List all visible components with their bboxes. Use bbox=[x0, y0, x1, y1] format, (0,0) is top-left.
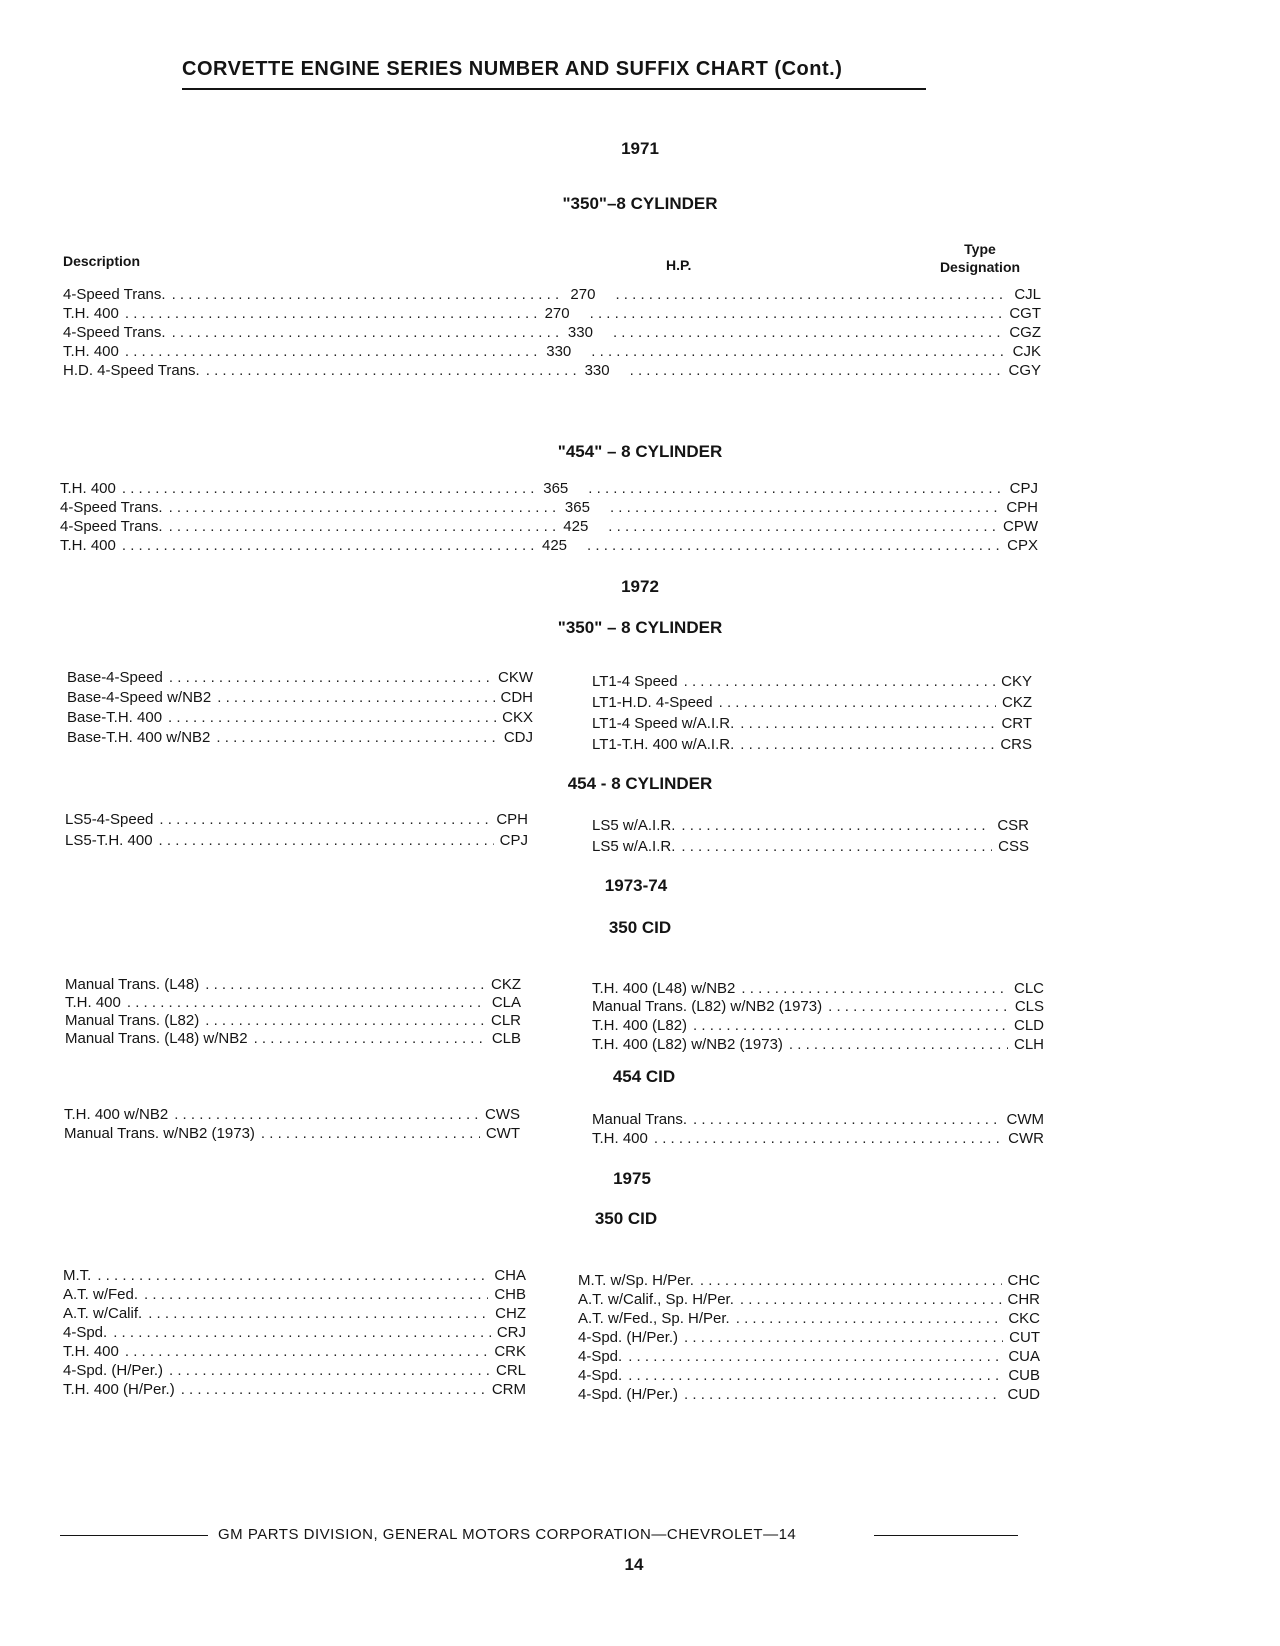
dot-leader bbox=[168, 709, 496, 727]
table-row bbox=[60, 499, 1038, 517]
column-header-designation: Designation bbox=[939, 259, 1021, 275]
dot-leader bbox=[736, 1310, 1003, 1328]
row-hp: 365 bbox=[543, 480, 569, 497]
row-hp: 425 bbox=[563, 518, 589, 535]
dot-leader bbox=[740, 715, 995, 733]
table-row bbox=[60, 480, 1038, 498]
year-1973-74-heading: 1973-74 bbox=[604, 876, 668, 895]
row-hp: 425 bbox=[542, 537, 568, 554]
row-type-code: CRL bbox=[495, 1362, 526, 1379]
dot-leader bbox=[700, 1272, 1002, 1290]
row-type-code: CPH bbox=[496, 811, 528, 828]
table-row bbox=[578, 1291, 1040, 1309]
row-type-code: CRK bbox=[494, 1343, 526, 1360]
row-description: Manual Trans. (L82) bbox=[65, 1012, 200, 1029]
row-type-code: CRS bbox=[1000, 736, 1032, 753]
row-description: A.T. w/Calif. bbox=[63, 1305, 143, 1322]
row-type-code: CUA bbox=[1008, 1348, 1040, 1365]
section-1972-454-heading: 454 - 8 CYLINDER bbox=[567, 774, 713, 793]
row-description: T.H. 400 bbox=[63, 343, 119, 360]
row-type-code: CLH bbox=[1013, 1036, 1044, 1053]
table-row bbox=[60, 537, 1038, 555]
table-row bbox=[67, 689, 533, 707]
row-description: 4-Speed Trans. bbox=[63, 286, 166, 303]
dot-leader bbox=[654, 1130, 1002, 1148]
row-description: A.T. w/Calif., Sp. H/Per. bbox=[578, 1291, 734, 1308]
column-header-description: Description bbox=[63, 253, 141, 269]
row-description: T.H. 400 (H/Per.) bbox=[63, 1381, 175, 1398]
section-1975-350-heading: 350 CID bbox=[594, 1209, 658, 1228]
table-row bbox=[592, 694, 1032, 712]
dot-leader bbox=[113, 1324, 491, 1342]
dot-leader bbox=[681, 838, 992, 856]
row-type-code: CRT bbox=[1001, 715, 1032, 732]
section-1973-350-heading: 350 CID bbox=[608, 918, 672, 937]
table-row bbox=[592, 817, 1029, 835]
dot-leader bbox=[610, 499, 1000, 517]
row-type-code: CLA bbox=[491, 994, 521, 1011]
row-hp: 330 bbox=[584, 362, 610, 379]
dot-leader bbox=[590, 305, 1004, 323]
dot-leader bbox=[122, 480, 537, 498]
row-type-code: CKZ bbox=[1002, 694, 1032, 711]
row-description: T.H. 400 bbox=[63, 305, 119, 322]
table-row bbox=[63, 1381, 526, 1399]
row-description: 4-Spd. (H/Per.) bbox=[578, 1386, 679, 1403]
row-description: 4-Speed Trans. bbox=[60, 518, 163, 535]
dot-leader bbox=[148, 1305, 489, 1323]
row-description: Manual Trans. (L48) w/NB2 bbox=[65, 1030, 248, 1047]
table-row bbox=[592, 838, 1029, 856]
table-row bbox=[592, 715, 1032, 733]
column-header-type: Type bbox=[964, 241, 996, 257]
row-description: 4-Speed Trans. bbox=[63, 324, 166, 341]
row-description: LS5 w/A.I.R. bbox=[592, 838, 676, 855]
row-description: T.H. 400 (L82) w/NB2 (1973) bbox=[592, 1036, 783, 1053]
row-type-code: CPW bbox=[1003, 518, 1038, 535]
row-type-code: CHA bbox=[494, 1267, 526, 1284]
dot-leader bbox=[615, 286, 1008, 304]
dot-leader bbox=[172, 286, 565, 304]
dot-leader bbox=[254, 1030, 486, 1048]
row-description: Base-T.H. 400 w/NB2 bbox=[67, 729, 211, 746]
row-type-code: CKZ bbox=[491, 976, 521, 993]
dot-leader bbox=[127, 994, 486, 1012]
table-row bbox=[63, 1324, 526, 1342]
dot-leader bbox=[693, 1111, 1000, 1129]
dot-leader bbox=[125, 305, 539, 323]
dot-leader bbox=[588, 480, 1003, 498]
row-type-code: CSR bbox=[997, 817, 1029, 834]
row-description: LT1-H.D. 4-Speed bbox=[592, 694, 713, 711]
table-row bbox=[63, 362, 1041, 380]
dot-leader bbox=[169, 518, 558, 536]
table-row bbox=[64, 1125, 520, 1143]
dot-leader bbox=[159, 811, 490, 829]
row-type-code: CPJ bbox=[1009, 480, 1038, 497]
row-description: 4-Spd. (H/Per.) bbox=[578, 1329, 679, 1346]
row-hp: 270 bbox=[570, 286, 596, 303]
table-row bbox=[65, 994, 521, 1012]
row-description: 4-Spd. bbox=[63, 1324, 108, 1341]
dot-leader bbox=[216, 729, 497, 747]
table-row bbox=[592, 673, 1032, 691]
row-type-code: CGY bbox=[1008, 362, 1041, 379]
section-1971-350-heading: "350"–8 CYLINDER bbox=[562, 194, 718, 213]
dot-leader bbox=[205, 976, 485, 994]
dot-leader bbox=[206, 362, 579, 380]
row-description: M.T. bbox=[63, 1267, 92, 1284]
dot-leader bbox=[684, 1329, 1003, 1347]
row-description: T.H. 400 bbox=[60, 537, 116, 554]
table-row bbox=[63, 305, 1041, 323]
section-1972-350-heading: "350" – 8 CYLINDER bbox=[557, 618, 723, 637]
row-type-code: CRM bbox=[491, 1381, 526, 1398]
row-type-code: CJL bbox=[1014, 286, 1041, 303]
row-description: 4-Spd. (H/Per.) bbox=[63, 1362, 164, 1379]
row-type-code: CGT bbox=[1009, 305, 1041, 322]
table-row bbox=[65, 832, 528, 850]
table-row bbox=[67, 709, 533, 727]
row-type-code: CUT bbox=[1009, 1329, 1040, 1346]
table-row bbox=[64, 1106, 520, 1124]
table-row bbox=[592, 998, 1044, 1016]
table-row bbox=[63, 286, 1041, 304]
row-description: Base-T.H. 400 bbox=[67, 709, 163, 726]
row-description: 4-Speed Trans. bbox=[60, 499, 163, 516]
table-row bbox=[578, 1367, 1040, 1385]
row-type-code: CDJ bbox=[503, 729, 533, 746]
table-row bbox=[60, 518, 1038, 536]
table-row bbox=[67, 669, 533, 687]
row-description: Base-4-Speed w/NB2 bbox=[67, 689, 212, 706]
row-type-code: CPX bbox=[1007, 537, 1038, 554]
row-type-code: CHZ bbox=[495, 1305, 526, 1322]
row-description: T.H. 400 bbox=[63, 1343, 119, 1360]
row-description: LT1-4 Speed bbox=[592, 673, 678, 690]
row-type-code: CUD bbox=[1007, 1386, 1040, 1403]
row-type-code: CUB bbox=[1008, 1367, 1040, 1384]
year-1975-heading: 1975 bbox=[613, 1169, 651, 1188]
dot-leader bbox=[587, 537, 1001, 555]
footer-rule-left bbox=[60, 1535, 208, 1536]
dot-leader bbox=[261, 1125, 480, 1143]
dot-leader bbox=[741, 980, 1008, 998]
dot-leader bbox=[591, 343, 1006, 361]
footer-rule-right bbox=[874, 1535, 1018, 1536]
row-description: 4-Spd. bbox=[578, 1348, 623, 1365]
row-description: Base-4-Speed bbox=[67, 669, 163, 686]
table-row bbox=[65, 1030, 521, 1048]
table-row bbox=[578, 1272, 1040, 1290]
dot-leader bbox=[169, 669, 492, 687]
row-description: H.D. 4-Speed Trans. bbox=[63, 362, 200, 379]
row-type-code: CWT bbox=[485, 1125, 520, 1142]
dot-leader bbox=[613, 324, 1003, 342]
row-description: T.H. 400 bbox=[592, 1130, 648, 1147]
dot-leader bbox=[740, 1291, 1002, 1309]
dot-leader bbox=[693, 1017, 1008, 1035]
year-1972-heading: 1972 bbox=[621, 577, 659, 596]
dot-leader bbox=[174, 1106, 479, 1124]
dot-leader bbox=[608, 518, 997, 536]
table-row bbox=[578, 1348, 1040, 1366]
dot-leader bbox=[159, 832, 494, 850]
dot-leader bbox=[125, 343, 540, 361]
dot-leader bbox=[97, 1267, 488, 1285]
row-type-code: CHB bbox=[494, 1286, 526, 1303]
row-type-code: CPJ bbox=[499, 832, 528, 849]
row-type-code: CLR bbox=[490, 1012, 521, 1029]
dot-leader bbox=[828, 998, 1009, 1016]
row-description: LT1-T.H. 400 w/A.I.R. bbox=[592, 736, 735, 753]
row-description: Manual Trans. bbox=[592, 1111, 688, 1128]
table-row bbox=[578, 1310, 1040, 1328]
table-row bbox=[63, 324, 1041, 342]
dot-leader bbox=[628, 1367, 1002, 1385]
row-description: LS5 w/A.I.R. bbox=[592, 817, 676, 834]
row-type-code: CKY bbox=[1001, 673, 1032, 690]
row-description: A.T. w/Fed., Sp. H/Per. bbox=[578, 1310, 730, 1327]
dot-leader bbox=[125, 1343, 488, 1361]
dot-leader bbox=[681, 817, 991, 835]
row-description: M.T. w/Sp. H/Per. bbox=[578, 1272, 694, 1289]
dot-leader bbox=[122, 537, 536, 555]
row-type-code: CLC bbox=[1013, 980, 1044, 997]
row-type-code: CGZ bbox=[1009, 324, 1041, 341]
table-row bbox=[63, 1286, 526, 1304]
row-type-code: CWS bbox=[485, 1106, 520, 1123]
row-hp: 330 bbox=[567, 324, 593, 341]
title-underline bbox=[182, 88, 926, 90]
row-description: T.H. 400 bbox=[65, 994, 121, 1011]
column-header-hp: H.P. bbox=[666, 257, 692, 273]
table-row bbox=[578, 1329, 1040, 1347]
table-row bbox=[63, 1267, 526, 1285]
table-row bbox=[63, 1343, 526, 1361]
dot-leader bbox=[628, 1348, 1002, 1366]
row-description: T.H. 400 (L82) bbox=[592, 1017, 688, 1034]
table-row bbox=[65, 976, 521, 994]
dot-leader bbox=[169, 499, 559, 517]
row-description: Manual Trans. (L82) w/NB2 (1973) bbox=[592, 998, 823, 1015]
table-row bbox=[67, 729, 533, 747]
year-1971-heading: 1971 bbox=[621, 139, 659, 158]
dot-leader bbox=[205, 1012, 485, 1030]
row-type-code: CSS bbox=[998, 838, 1029, 855]
row-description: LT1-4 Speed w/A.I.R. bbox=[592, 715, 735, 732]
dot-leader bbox=[684, 1386, 1001, 1404]
dot-leader bbox=[630, 362, 1003, 380]
row-description: T.H. 400 (L48) w/NB2 bbox=[592, 980, 736, 997]
table-row bbox=[592, 736, 1032, 754]
row-description: Manual Trans. w/NB2 (1973) bbox=[64, 1125, 255, 1142]
dot-leader bbox=[181, 1381, 486, 1399]
table-row bbox=[578, 1386, 1040, 1404]
dot-leader bbox=[740, 736, 994, 754]
table-row bbox=[592, 1130, 1044, 1148]
section-1971-454-heading: "454" – 8 CYLINDER bbox=[557, 442, 723, 461]
row-type-code: CKW bbox=[498, 669, 533, 686]
row-description: LS5-4-Speed bbox=[65, 811, 154, 828]
row-hp: 365 bbox=[564, 499, 590, 516]
row-type-code: CJK bbox=[1012, 343, 1041, 360]
row-description: 4-Spd. bbox=[578, 1367, 623, 1384]
row-type-code: CPH bbox=[1006, 499, 1038, 516]
table-row bbox=[63, 1305, 526, 1323]
row-hp: 330 bbox=[546, 343, 572, 360]
table-row bbox=[63, 343, 1041, 361]
row-type-code: CKX bbox=[502, 709, 533, 726]
page-title: CORVETTE ENGINE SERIES NUMBER AND SUFFIX CHART (Cont.) bbox=[182, 58, 843, 80]
row-type-code: CWR bbox=[1008, 1130, 1044, 1147]
section-1973-454-heading: 454 CID bbox=[612, 1067, 676, 1086]
row-type-code: CLD bbox=[1013, 1017, 1044, 1034]
row-type-code: CWM bbox=[1006, 1111, 1044, 1128]
dot-leader bbox=[684, 673, 996, 691]
table-row bbox=[592, 1017, 1044, 1035]
row-type-code: CLB bbox=[491, 1030, 521, 1047]
dot-leader bbox=[169, 1362, 490, 1380]
row-type-code: CHR bbox=[1007, 1291, 1040, 1308]
row-type-code: CHC bbox=[1007, 1272, 1040, 1289]
row-type-code: CRJ bbox=[496, 1324, 526, 1341]
row-type-code: CDH bbox=[500, 689, 533, 706]
dot-leader bbox=[144, 1286, 488, 1304]
page-number: 14 bbox=[624, 1555, 644, 1574]
row-description: T.H. 400 bbox=[60, 480, 116, 497]
row-type-code: CKC bbox=[1008, 1310, 1040, 1327]
footer-text: GM PARTS DIVISION, GENERAL MOTORS CORPORATION—CHEVROLET—14 bbox=[218, 1526, 797, 1543]
dot-leader bbox=[789, 1036, 1008, 1054]
table-row bbox=[592, 980, 1044, 998]
dot-leader bbox=[172, 324, 562, 342]
row-type-code: CLS bbox=[1014, 998, 1044, 1015]
row-description: Manual Trans. (L48) bbox=[65, 976, 200, 993]
dot-leader bbox=[719, 694, 996, 712]
table-row bbox=[65, 811, 528, 829]
row-description: LS5-T.H. 400 bbox=[65, 832, 153, 849]
table-row bbox=[592, 1036, 1044, 1054]
table-row bbox=[65, 1012, 521, 1030]
table-row bbox=[63, 1362, 526, 1380]
row-description: A.T. w/Fed. bbox=[63, 1286, 139, 1303]
row-hp: 270 bbox=[544, 305, 570, 322]
row-description: T.H. 400 w/NB2 bbox=[64, 1106, 169, 1123]
table-row bbox=[592, 1111, 1044, 1129]
dot-leader bbox=[217, 689, 494, 707]
